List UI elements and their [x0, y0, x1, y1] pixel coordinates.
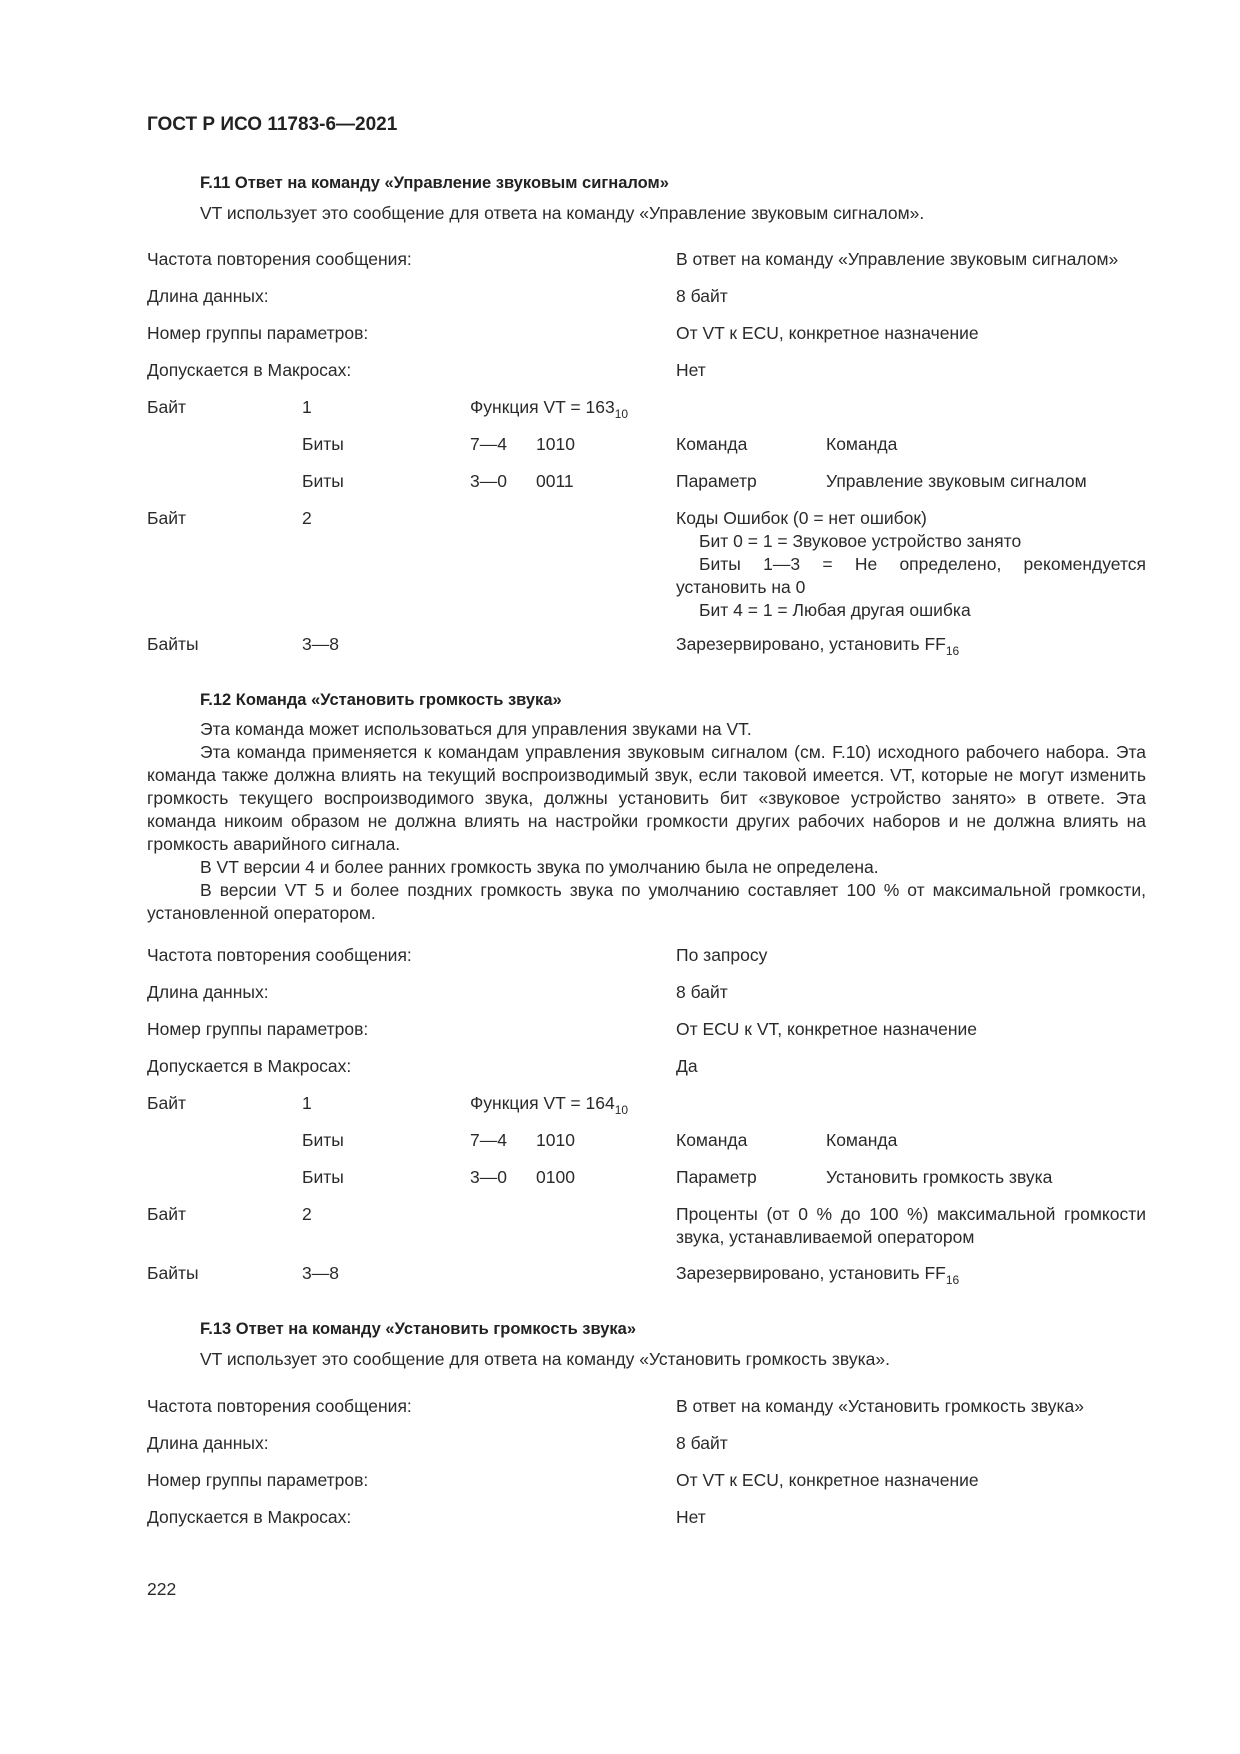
document-header: ГОСТ Р ИСО 11783-6—2021: [147, 114, 398, 135]
bits-range: 7—4: [470, 1130, 507, 1150]
prop-label: Длина данных:: [147, 982, 269, 1002]
section-heading-f13: F.13 Ответ на команду «Установить громкость звука»: [200, 1320, 637, 1338]
bits-name: Команда: [676, 434, 748, 454]
section-intro-f13: VT использует это сообщение для ответа на команду «Установить громкость звука».: [200, 1349, 890, 1369]
bits-label: Биты: [302, 434, 344, 454]
vt-function: Функция VT = $163_{10}$: [470, 397, 629, 421]
prop-label: Допускается в Макросах:: [147, 1507, 352, 1527]
prop-value: Нет: [676, 360, 706, 380]
prop-value: От VT к ECU, конкретное назначение: [676, 323, 979, 343]
prop-value: Да: [676, 1056, 698, 1076]
bits-desc: Команда: [826, 434, 898, 454]
byte-number: 1: [302, 397, 312, 417]
bits-desc: Команда: [826, 1130, 898, 1150]
prop-label: Длина данных:: [147, 1433, 269, 1453]
bits-range: 3—0: [470, 471, 507, 491]
prop-label: Допускается в Макросах:: [147, 1056, 352, 1076]
prop-value: Нет: [676, 1507, 706, 1527]
prop-label: Номер группы параметров:: [147, 1470, 369, 1490]
prop-label: Частота повторения сообщения:: [147, 1396, 412, 1416]
byte-number: 2: [302, 508, 312, 528]
reserved-text: Зарезервировано, установить $FF_{16}$: [676, 1263, 960, 1287]
prop-value: 8 байт: [676, 1433, 728, 1453]
bits-desc: Установить громкость звука: [826, 1167, 1053, 1187]
volume-percent-text: Проценты (от 0 % до 100 %) максимальной громкости звука, устанавливаемой оператором: [676, 1204, 1146, 1247]
reserved-text: Зарезервировано, установить $FF_{16}$: [676, 634, 960, 658]
byte-number: 3—8: [302, 1263, 339, 1283]
prop-label: Номер группы параметров:: [147, 323, 369, 343]
bits-label: Биты: [302, 471, 344, 491]
byte-label: Байт: [147, 397, 187, 417]
prop-label: Длина данных:: [147, 286, 269, 306]
section-heading-f11: F.11 Ответ на команду «Управление звуковым сигналом»: [200, 174, 669, 192]
byte-number: 2: [302, 1204, 312, 1224]
byte-label: Байт: [147, 508, 187, 528]
paragraph: В версии VT 5 и более поздних громкость звука по умолчанию составляет 100 % от максимальной громкости, установленной оператором.: [147, 880, 1146, 923]
page-number: 222: [147, 1579, 177, 1599]
bits-name: Команда: [676, 1130, 748, 1150]
bits-range: 3—0: [470, 1167, 507, 1187]
prop-value: От ECU к VT, конкретное назначение: [676, 1019, 978, 1039]
byte-number: 1: [302, 1093, 312, 1113]
prop-value: В ответ на команду «Установить громкость звука»: [676, 1396, 1084, 1416]
bits-desc: Управление звуковым сигналом: [826, 471, 1087, 491]
prop-label: Частота повторения сообщения:: [147, 945, 412, 965]
section-body-f12: [147, 718, 1146, 925]
bits-label: Биты: [302, 1167, 344, 1187]
byte-label: Байт: [147, 1204, 187, 1224]
bits-name: Параметр: [676, 471, 757, 491]
byte-label: Байт: [147, 1093, 187, 1113]
error-codes: Коды Ошибок (0 = нет ошибок) Бит 0 = 1 = Звуковое устройство занято Биты 1—3 = Не определено, рекомендуется установить на 0 Бит 4 = 1 = Любая другая ошибка: [676, 508, 1146, 620]
prop-value: В ответ на команду «Управление звуковым сигналом»: [676, 249, 1119, 269]
paragraph: В VT версии 4 и более ранних громкость звука по умолчанию была не определена.: [200, 857, 879, 877]
prop-value: 8 байт: [676, 286, 728, 306]
prop-label: Номер группы параметров:: [147, 1019, 369, 1039]
bits-value: 0100: [536, 1167, 575, 1187]
paragraph: Эта команда применяется к командам управления звуковым сигналом (см. F.10) исходного рабочего набора. Эта команда также должна влиять на текущий воспроизводимый звук, если таковой имеется. VT, которые не могут изменить громкость текущего воспроизводимого звука, должны установить бит «звуковое устройство занято» в ответе. Эта команда никоим образом не должна влиять на настройки громкости других рабочих наборов и не должна влиять на громкость аварийного сигнала.: [147, 742, 1146, 854]
bits-value: 1010: [536, 1130, 575, 1150]
section-heading-f12: F.12 Команда «Установить громкость звука»: [200, 691, 562, 709]
byte-label: Байты: [147, 1263, 199, 1283]
section-intro-f11: VT использует это сообщение для ответа на команду «Управление звуковым сигналом».: [200, 203, 925, 223]
bits-range: 7—4: [470, 434, 507, 454]
prop-value: По запросу: [676, 945, 768, 965]
bits-label: Биты: [302, 1130, 344, 1150]
byte-number: 3—8: [302, 634, 339, 654]
byte-label: Байты: [147, 634, 199, 654]
prop-label: Допускается в Макросах:: [147, 360, 352, 380]
paragraph: Эта команда может использоваться для управления звуками на VT.: [200, 719, 752, 739]
prop-label: Частота повторения сообщения:: [147, 249, 412, 269]
prop-value: От VT к ECU, конкретное назначение: [676, 1470, 979, 1490]
bits-name: Параметр: [676, 1167, 757, 1187]
bits-value: 1010: [536, 434, 575, 454]
vt-function: Функция VT = $164_{10}$: [470, 1093, 629, 1117]
prop-value: 8 байт: [676, 982, 728, 1002]
bits-value: 0011: [536, 471, 574, 491]
